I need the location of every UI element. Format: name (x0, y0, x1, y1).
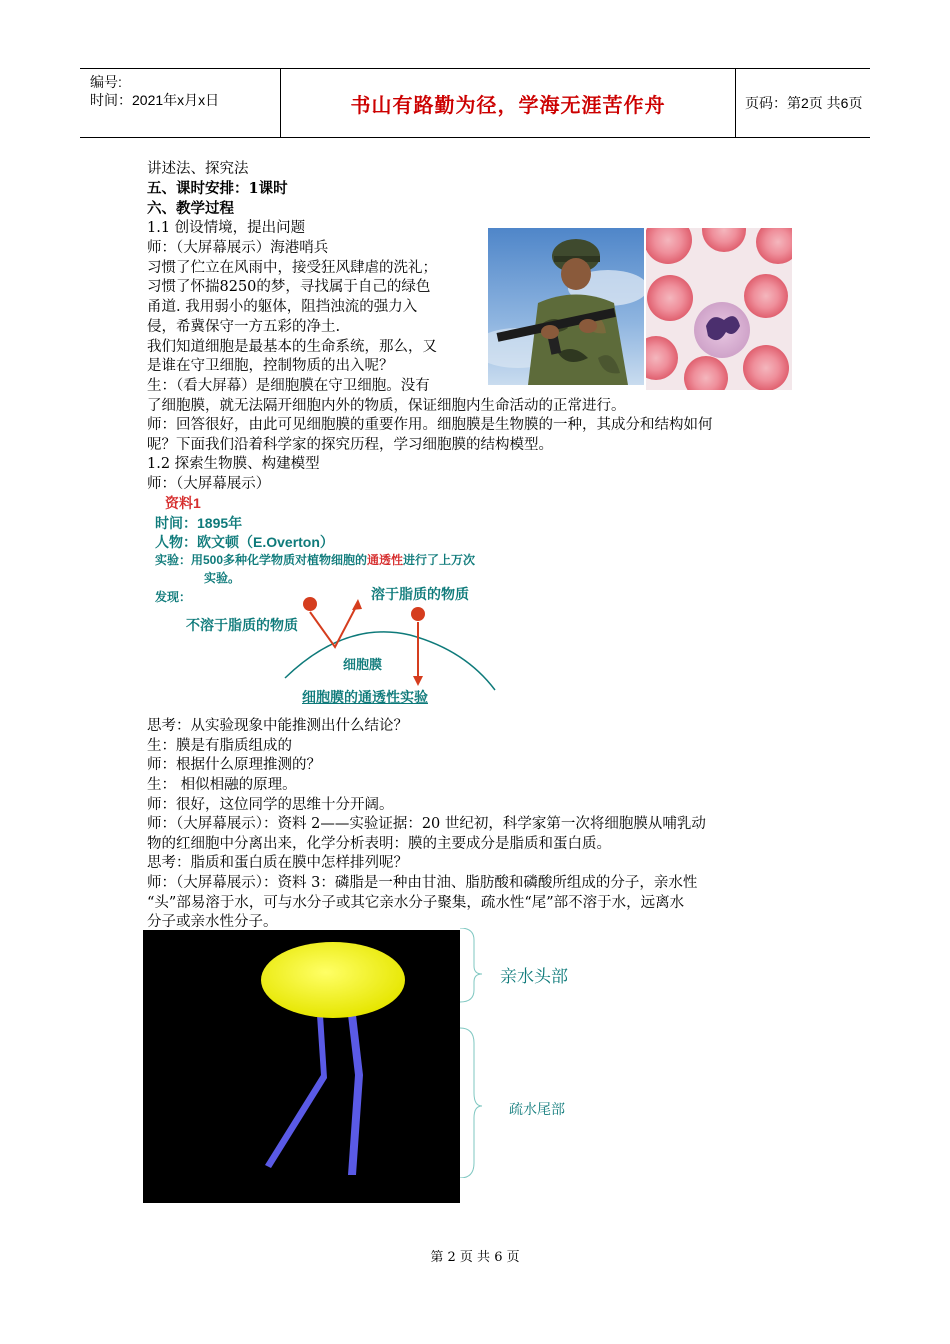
tail-left (265, 1015, 327, 1168)
page-info: 页码：第2页 共6页 (745, 95, 863, 111)
label-hydrophilic-head: 亲水头部 (500, 967, 568, 986)
body-text: 甬道. 我用弱小的躯体，阻挡浊流的强力入 (147, 299, 418, 315)
phospholipid-model (143, 930, 460, 1203)
body-text: 我们知道细胞是最基本的生命系统，那么，又 (147, 339, 437, 355)
body-text: 师：（大屏幕展示）：资料 3：磷脂是一种由甘油、脂肪酸和磷酸所组成的分子，亲水性 (147, 875, 698, 891)
body-text: 习惯了怀揣8250的梦，寻找属于自己的绿色 (147, 279, 431, 295)
label-insoluble: 不溶于脂质的物质 (186, 617, 298, 633)
subsection-1-2: 1.2 探索生物膜、构建模型 (147, 456, 320, 472)
pass-arrowhead (413, 676, 423, 686)
body-text: 思考：脂质和蛋白质在膜中怎样排列呢？ (147, 855, 408, 871)
methods-line: 讲述法、探究法 (147, 161, 249, 177)
molecule-insoluble (303, 597, 317, 611)
body-text: 思考：从实验现象中能推测出什么结论？ (147, 718, 408, 734)
soldier-photo (488, 228, 644, 385)
annotation-braces (460, 928, 490, 1178)
doc-date: 时间：2021年x月x日 (90, 92, 220, 108)
tail-right (348, 1015, 363, 1175)
body-text: 习惯了伫立在风雨中，接受狂风肆虐的洗礼； (147, 260, 437, 276)
section-5-heading: 五、课时安排：1课时 (147, 180, 288, 197)
membrane-curve (285, 632, 495, 690)
body-text: 呢？下面我们沿着科学家的探究历程，学习细胞膜的结构模型。 (147, 437, 553, 453)
body-text: 师：根据什么原理推测的？ (147, 757, 321, 773)
experiment-text: 实验：用500多种化学物质对植物细胞的 (155, 553, 368, 567)
bounce-arrow (310, 603, 358, 647)
label-soluble: 溶于脂质的物质 (371, 586, 469, 602)
doc-id-label: 编号: (90, 74, 122, 90)
permeability-highlight: 通透性 (367, 553, 404, 567)
header-page-cell (735, 69, 870, 137)
hydrophilic-head (261, 942, 405, 1018)
slide-material-1 (145, 490, 525, 712)
body-text: 师：（大屏幕展示）：资料 2——实验证据：20 世纪初，科学家第一次将细胞膜从哺乳动 (147, 816, 706, 832)
body-text: 侵，希冀保守一方五彩的净土. (147, 319, 341, 335)
permeability-diagram (145, 490, 525, 712)
body-text: 分子或亲水性分子。 (147, 914, 278, 930)
body-text: 师：（大屏幕展示） (147, 476, 271, 492)
experiment-text-cont: 实验。 (204, 571, 241, 585)
experiment-text: 进行了上万次 (403, 553, 476, 567)
head-brace (460, 928, 482, 1002)
bounce-arrowhead (352, 599, 362, 610)
body-text: 物的红细胞中分离出来，化学分析表明：膜的主要成分是脂质和蛋白质。 (147, 836, 611, 852)
blood-cell-photo (646, 228, 792, 390)
tail-brace (460, 1028, 482, 1178)
finding-label: 发现： (155, 590, 192, 604)
body-text: 师：很好，这位同学的思维十分开阔。 (147, 797, 394, 813)
section-6-heading: 六、教学过程 (147, 200, 234, 217)
body-text: 是谁在守卫细胞，控制物质的出入呢？ (147, 358, 394, 374)
body-text: 师：回答很好，由此可见细胞膜的重要作用。细胞膜是生物膜的一种，其成分和结构如何 (147, 417, 713, 433)
motto: 书山有路勤为径，学海无涯苦作舟 (350, 94, 666, 117)
body-text: 生：（看大屏幕）是细胞膜在守卫细胞。没有 (147, 378, 430, 394)
body-text: 生： 相似相融的原理。 (147, 777, 297, 793)
body-text: 生：膜是有脂质组成的 (147, 738, 292, 754)
slide-time: 时间：1895年 (155, 515, 243, 531)
body-text: 了细胞膜，就无法隔开细胞内外的物质，保证细胞内生命活动的正常进行。 (147, 398, 626, 414)
label-hydrophobic-tail: 疏水尾部 (509, 1102, 565, 1118)
molecule-soluble (411, 607, 425, 621)
header-left-cell (80, 69, 280, 137)
label-membrane: 细胞膜 (343, 657, 383, 672)
body-text: 师：（大屏幕展示）海港哨兵 (147, 240, 329, 256)
slide-title: 资料1 (165, 495, 201, 511)
page-footer: 第 2 页 共 6 页 (430, 1250, 520, 1265)
page-header (80, 68, 870, 138)
slide-person: 人物：欧文顿（E.Overton） (155, 534, 334, 550)
header-motto-cell (280, 69, 736, 137)
body-text: “头”部易溶于水，可与水分子或其它亲水分子聚集，疏水性“尾”部不溶于水，远离水 (147, 895, 685, 911)
diagram-caption: 细胞膜的通透性实验 (302, 689, 428, 705)
subsection-1-1: 1.1 创设情境，提出问题 (147, 220, 306, 236)
